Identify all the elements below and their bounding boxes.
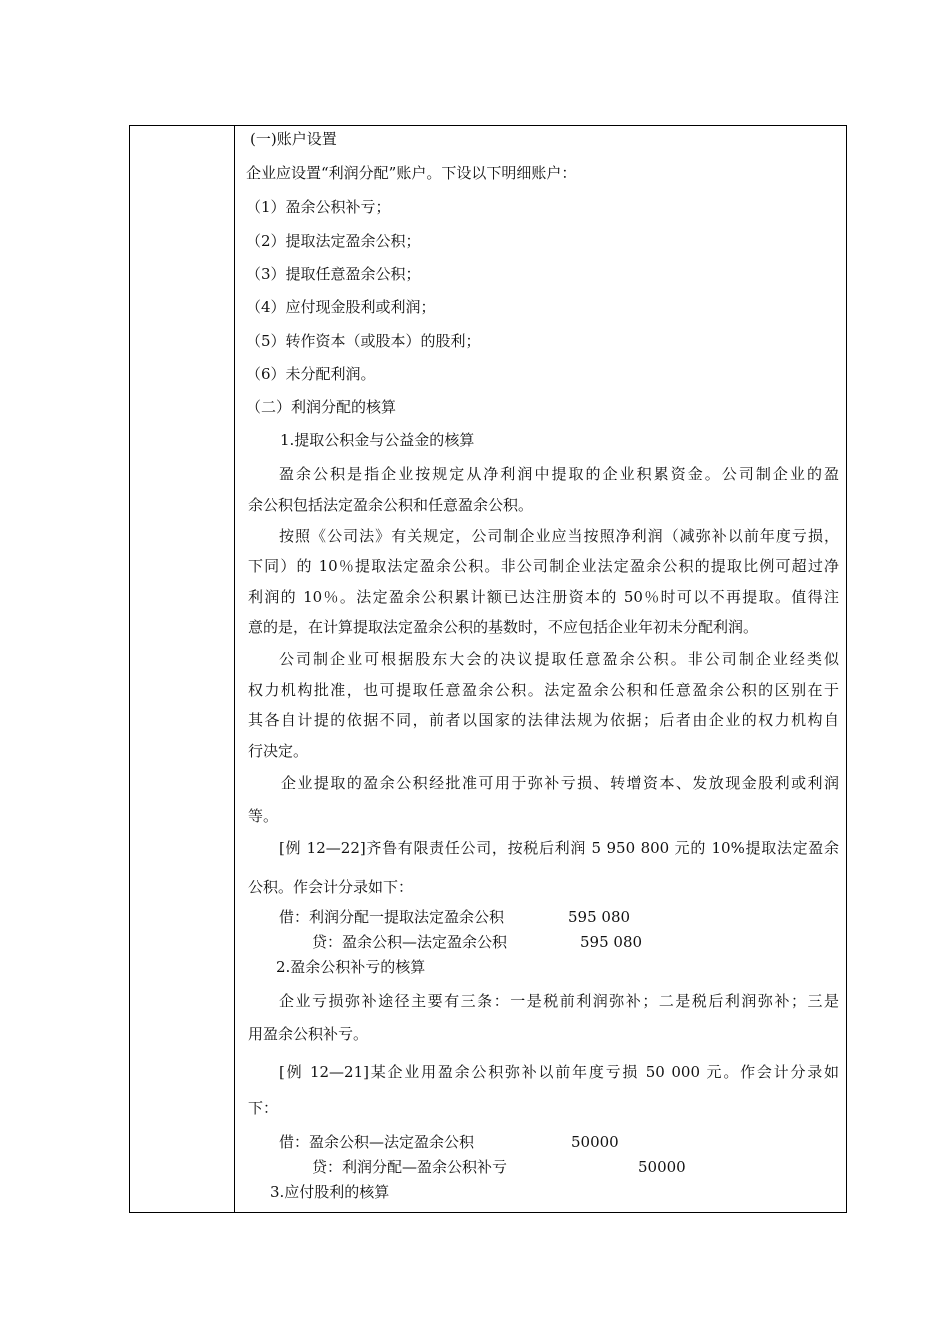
- journal-credit-label: 贷：盈余公积—法定盈余公积: [312, 933, 508, 951]
- paragraph-line: 下：: [248, 1099, 279, 1117]
- paragraph-line: 等。: [248, 807, 279, 825]
- journal-debit-label: 借：盈余公积—法定盈余公积: [279, 1133, 475, 1151]
- paragraph-line: 下同）的 10％提取法定盈余公积。非公司制企业法定盈余公积的提取比例可超过净: [248, 557, 839, 575]
- account-item-2: （2）提取法定盈余公积；: [246, 232, 421, 250]
- paragraph-line: 企业提取的盈余公积经批准可用于弥补亏损、转增资本、发放现金股利或利润: [281, 774, 839, 792]
- paragraph-line: 其各自计提的依据不同，前者以国家的法律法规为依据；后者由企业的权力机构自: [248, 711, 839, 729]
- example-12-22: [例 12—22]齐鲁有限责任公司，按税后利润 5 950 800 元的 10%提取法定盈余: [279, 839, 839, 857]
- example-12-21: [例 12—21]某企业用盈余公积弥补以前年度亏损 50 000 元。作会计分录如: [279, 1063, 839, 1081]
- paragraph-line: 按照《公司法》有关规定，公司制企业应当按照净利润（减弥补以前年度亏损，: [279, 527, 839, 545]
- account-item-6: （6）未分配利润。: [246, 365, 376, 383]
- paragraph-line: 利润的 10％。法定盈余公积累计额已达注册资本的 50％时可以不再提取。值得注: [248, 588, 839, 606]
- subsection-title-1: 1.提取公积金与公益金的核算: [280, 431, 475, 449]
- journal-debit-amount: 595 080: [568, 908, 631, 926]
- account-item-3: （3）提取任意盈余公积；: [246, 265, 421, 283]
- document-table: [129, 125, 847, 1213]
- journal-debit-amount: 50000: [571, 1133, 619, 1151]
- paragraph-line: 余公积包括法定盈余公积和任意盈余公积。: [248, 496, 534, 514]
- account-item-1: （1）盈余公积补亏；: [246, 198, 391, 216]
- journal-debit-label: 借：利润分配一提取法定盈余公积: [279, 908, 505, 926]
- journal-credit-amount: 595 080: [580, 933, 643, 951]
- section-heading-account-setup: (一)账户设置: [250, 130, 337, 148]
- subsection-title-2: 2.盈余公积补亏的核算: [276, 958, 426, 976]
- section-heading-profit-distribution: （二）利润分配的核算: [246, 398, 397, 416]
- paragraph-line: 用盈余公积补亏。: [248, 1025, 369, 1043]
- table-content-cell: [130, 126, 848, 1214]
- paragraph-line: 公司制企业可根据股东大会的决议提取任意盈余公积。非公司制企业经类似: [279, 650, 839, 668]
- account-item-4: （4）应付现金股利或利润；: [246, 298, 436, 316]
- journal-credit-label: 贷：利润分配—盈余公积补亏: [312, 1158, 508, 1176]
- account-item-5: （5）转作资本（或股本）的股利；: [246, 332, 481, 350]
- paragraph-line: 意的是，在计算提取法定盈余公积的基数时，不应包括企业年初未分配利润。: [248, 618, 759, 636]
- account-intro: 企业应设置“利润分配”账户。下设以下明细账户：: [246, 164, 577, 182]
- paragraph-line: 盈余公积是指企业按规定从净利润中提取的企业积累资金。公司制企业的盈: [279, 465, 839, 483]
- journal-credit-amount: 50000: [638, 1158, 686, 1176]
- subsection-title-3: 3.应付股利的核算: [270, 1183, 390, 1201]
- paragraph-line: 企业亏损弥补途径主要有三条：一是税前利润弥补；二是税后利润弥补；三是: [279, 992, 839, 1010]
- paragraph-line: 行决定。: [248, 742, 309, 760]
- paragraph-line: 权力机构批准，也可提取任意盈余公积。法定盈余公积和任意盈余公积的区别在于: [248, 681, 839, 699]
- paragraph-line: 公积。作会计分录如下：: [248, 878, 414, 896]
